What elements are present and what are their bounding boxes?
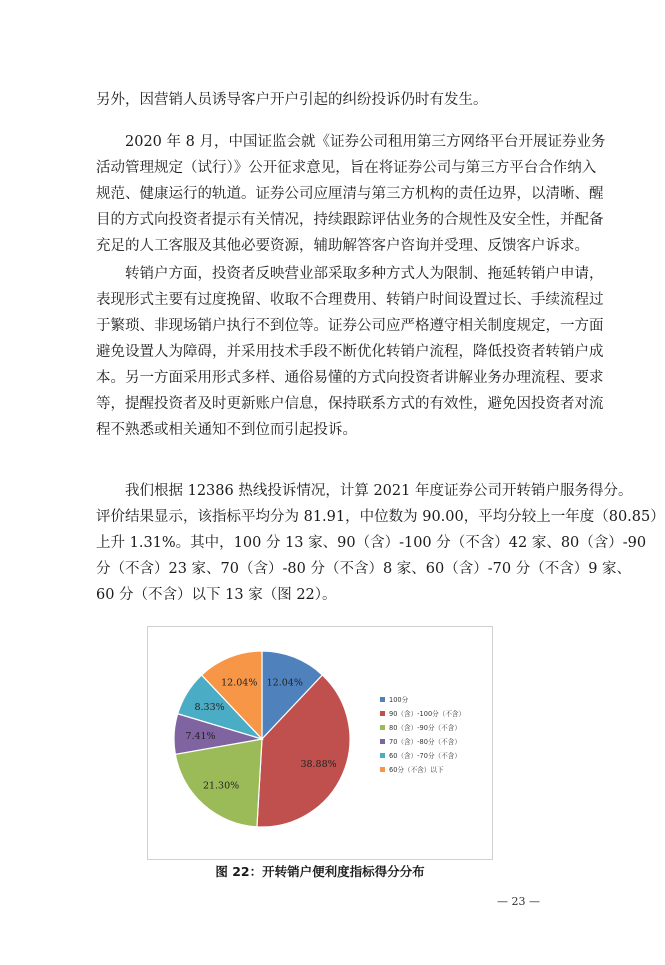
text-line: 活动管理规定（试行）》公开征求意见，旨在将证券公司与第三方平台合作纳入 <box>96 160 597 176</box>
text-line: 等，提醒投资者及时更新账户信息，保持联系方式的有效性，避免因投资者对流 <box>96 396 604 412</box>
legend-swatch <box>380 767 385 772</box>
text-line: 规范、健康运行的轨道。证券公司应厘清与第三方机构的责任边界，以清晰、醒 <box>96 186 604 202</box>
legend-label: 80（含）-90分（不含） <box>389 724 461 732</box>
text-line: 充足的人工客服及其他必要资源，辅助解答客户咨询并受理、反馈客户诉求。 <box>96 238 589 254</box>
data-label: 12.04% <box>266 677 303 689</box>
legend-swatch <box>380 739 385 744</box>
text-line: 于繁琐、非现场销户执行不到位等。证券公司应严格遵守相关制度规定，一方面 <box>96 318 604 334</box>
legend-label: 100分 <box>389 696 409 704</box>
data-label: 7.41% <box>185 730 216 742</box>
text-line: 目的方式向投资者提示有关情况，持续跟踪评估业务的合规性及安全性，并配备 <box>96 212 604 228</box>
paragraph-3 <box>96 261 604 443</box>
data-label: 12.04% <box>221 677 258 689</box>
figure-caption: 图 22：开转销户便利度指标得分分布 <box>215 864 425 879</box>
text-line: 转销户方面，投资者反映营业部采取多种方式人为限制、拖延转销户申请， <box>96 266 604 282</box>
data-label: 8.33% <box>194 702 225 714</box>
text-line: 我们根据 12386 热线投诉情况，计算 2021 年度证券公司开转销户服务得分。 <box>96 483 633 499</box>
text-line: 程不熟悉或相关通知不到位而引起投诉。 <box>96 422 357 438</box>
legend-label: 60（含）-70分（不含） <box>389 752 461 760</box>
text-line: 评价结果显示，该指标平均分为 81.91，中位数为 90.00，平均分较上一年度（80.85） <box>96 509 665 525</box>
text-line: 表现形式主要有过度挽留、收取不合理费用、转销户时间设置过长、手续流程过 <box>96 292 604 308</box>
page-number: — 23 — <box>497 895 540 908</box>
pie-chart-canvas <box>148 627 492 859</box>
text-line: 另外，因营销人员诱导客户开户引起的纠纷投诉仍时有发生。 <box>96 92 488 108</box>
text-line: 2020 年 8 月，中国证监会就《证券公司租用第三方网络平台开展证券业务 <box>96 134 606 150</box>
legend-label: 70（含）-80分（不含） <box>389 738 461 746</box>
legend-label: 60分（不含）以下 <box>389 766 444 774</box>
legend-swatch <box>380 725 385 730</box>
legend-swatch <box>380 753 385 758</box>
text-line: 分（不含）23 家、70（含）-80 分（不含）8 家、60（含）-70 分（不含）9 家、 <box>96 561 632 577</box>
text-line: 上升 1.31%。其中，100 分 13 家、90（含）-100 分（不含）42 家、80（含）-90 <box>96 535 647 551</box>
legend-swatch <box>380 697 385 702</box>
data-label: 38.88% <box>300 758 337 770</box>
text-line: 本。另一方面采用形式多样、通俗易懂的方式向投资者讲解业务办理流程、要求 <box>96 370 604 386</box>
legend-label: 90（含）-100分（不含） <box>389 710 466 718</box>
text-line: 60 分（不含）以下 13 家（图 22）。 <box>96 587 337 603</box>
paragraph-2 <box>96 129 606 259</box>
paragraph-4 <box>96 478 665 608</box>
text-line: 避免设置人为障碍，并采用技术手段不断优化转销户流程，降低投资者转销户成 <box>96 344 604 360</box>
legend-swatch <box>380 711 385 716</box>
pie-chart <box>147 626 493 860</box>
data-label: 21.30% <box>202 780 240 792</box>
paragraph-1 <box>96 87 548 113</box>
